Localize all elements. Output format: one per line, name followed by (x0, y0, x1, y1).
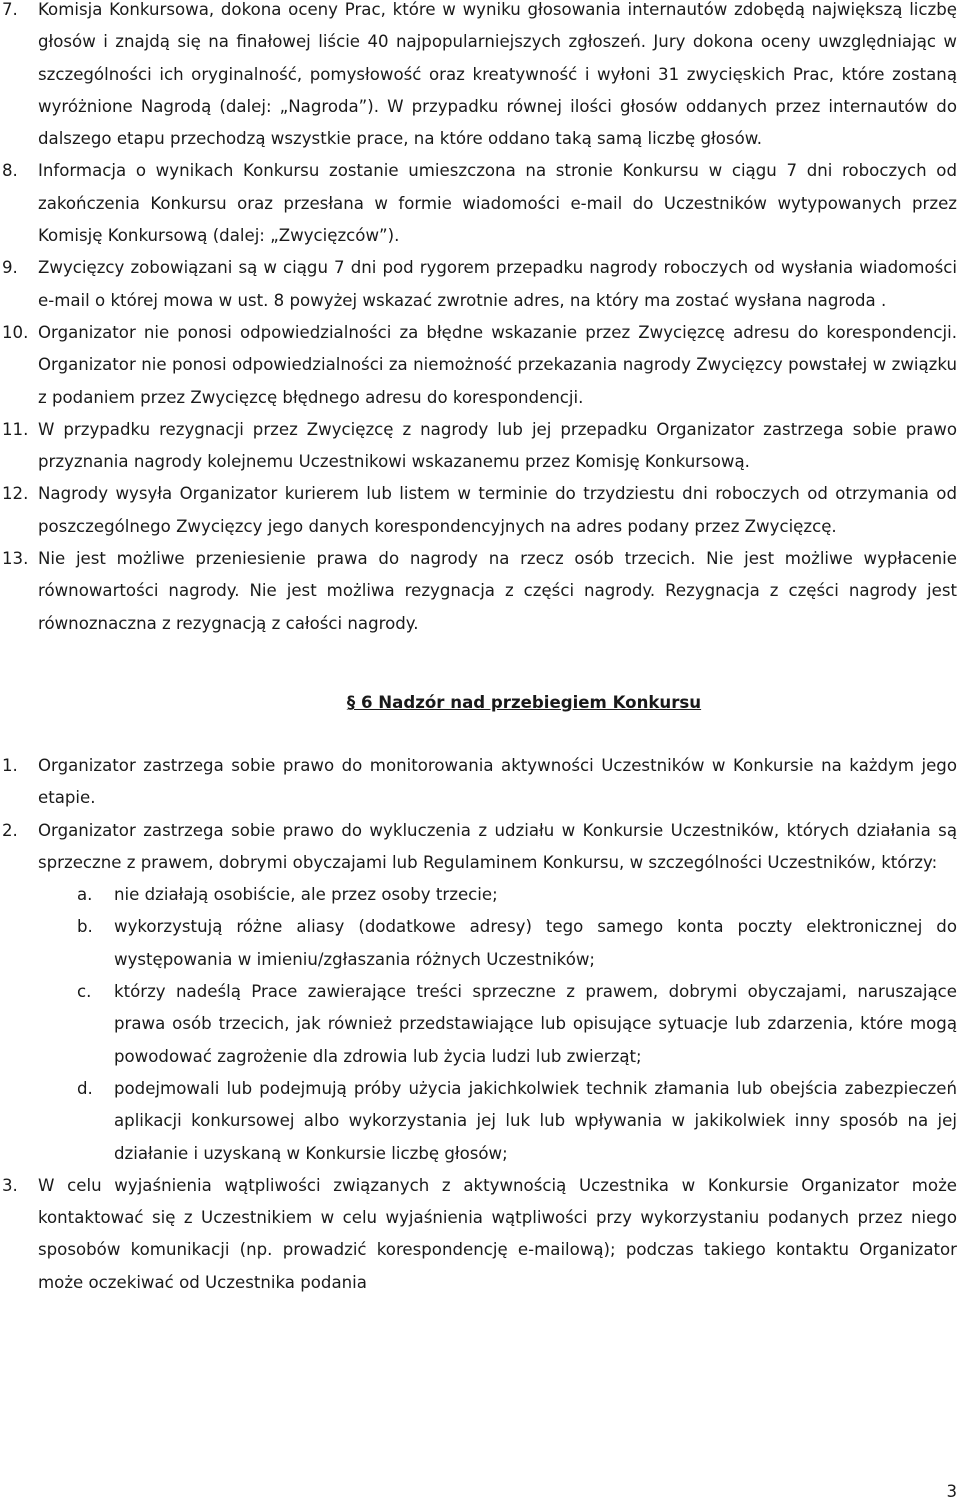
list-item (0, 543, 960, 640)
list-item (0, 252, 960, 317)
item-number: 11. (2, 419, 29, 439)
item-text: Komisja Konkursowa, dokona oceny Prac, które w wyniku głosowania internautów zdobędą największą liczbę głosów i znajdą się na finałowej liście 40 najpopularniejszych zgłoszeń. Jury dokona oceny uwzględniając w szczególności ich oryginalność, pomysłowość oraz kreatywność i wyłoni 31 zwycięskich Prac, które zostaną wyróżnione Nagrodą (dalej: „Nagroda”). W przypadku równej ilości głosów oddanych przez internautów do dalszego etapu przechodzą wszystkie prace, na które oddano taką samą liczbę głosów. (38, 0, 957, 149)
list-item (0, 750, 960, 815)
page-number: 3 (946, 1482, 957, 1501)
item-number: 13. (2, 549, 29, 569)
item-text: W celu wyjaśnienia wątpliwości związanych z aktywnością Uczestnika w Konkursie Organizator może kontaktować się z Uczestnikiem w celu wyjaśnienia wątpliwości przy wykorzystaniu podanych przez niego sposobów komunikacji (np. prowadzić korespondencję e-mailową); podczas takiego kontaktu Organizator może oczekiwać od Uczestnika podania (38, 1175, 957, 1292)
item-number: 10. (2, 322, 29, 342)
item-number: 9. (2, 258, 18, 278)
sub-list-item (0, 1073, 960, 1170)
sub-list-item (0, 911, 960, 976)
item-text: Organizator zastrzega sobie prawo do wykluczenia z udziału w Konkursie Uczestników, których działania są sprzeczne z prawem, dobrymi obyczajami lub Regulaminem Konkursu, w szczególności Uczestników, którzy: (38, 820, 957, 872)
list-item (0, 478, 960, 543)
sub-item-text: wykorzystują różne aliasy (dodatkowe adresy) tego samego konta poczty elektronicznej do występowania w imieniu/zgłaszania różnych Uczestników; (114, 917, 957, 969)
section-heading: § 6 Nadzór nad przebiegiem Konkursu (346, 692, 702, 712)
list-item (0, 414, 960, 479)
item-text: Nie jest możliwe przeniesienie prawa do nagrody na rzecz osób trzecich. Nie jest możliwe wypłacenie równowartości nagrody. Nie jest możliwa rezygnacja z części nagrody. Rezygnacja z części nagrody jest równoznaczna z rezygnacją z całości nagrody. (38, 549, 957, 633)
sub-item-letter: d. (77, 1078, 93, 1098)
sub-item-text: którzy nadeślą Prace zawierające treści sprzeczne z prawem, dobrymi obyczajami, naruszające prawa osób trzecich, jak również przedstawiające lub opisujące sytuacje lub zdarzenia, które mogą powodować zagrożenie dla zdrowia lub życia ludzi lub zwierząt; (114, 982, 957, 1066)
item-text: Nagrody wysyła Organizator kurierem lub listem w terminie do trzydziestu dni roboczych od otrzymania od poszczególnego Zwycięzcy jego danych korespondencyjnych na adres podany przez Zwycięzcę. (38, 484, 957, 536)
item-text: W przypadku rezygnacji przez Zwycięzcę z nagrody lub jej przepadku Organizator zastrzega sobie prawo przyznania nagrody kolejnemu Uczestnikowi wskazanemu przez Komisję Konkursową. (38, 419, 957, 472)
sub-list-item (0, 976, 960, 1073)
item-number: 12. (2, 484, 29, 504)
list-item (0, 155, 960, 252)
list-item (0, 1170, 960, 1299)
sub-item-letter: c. (77, 982, 92, 1002)
item-number: 2. (2, 820, 18, 840)
sub-item-text: podejmowali lub podejmują próby użycia jakichkolwiek technik złamania lub obejścia zabezpieczeń aplikacji konkursowej albo wykorzystania jej luk lub wpływania w jakikolwiek inny sposób na jej działanie i uzyskaną w Konkursie liczbę głosów; (114, 1078, 957, 1163)
item-number: 3. (2, 1175, 18, 1195)
sub-item-letter: b. (77, 917, 93, 937)
item-number: 7. (2, 0, 18, 19)
item-number: 1. (2, 755, 18, 775)
list-item (0, 0, 960, 155)
list-item (0, 317, 960, 414)
item-text: Organizator zastrzega sobie prawo do monitorowania aktywności Uczestników w Konkursie na każdym jego etapie. (38, 755, 957, 808)
item-text: Informacja o wynikach Konkursu zostanie umieszczona na stronie Konkursu w ciągu 7 dni roboczych od zakończenia Konkursu oraz przesłana w formie wiadomości e-mail do Uczestników wytypowanych przez Komisję Konkursową (dalej: „Zwycięzców”). (38, 161, 957, 246)
item-number: 8. (2, 161, 18, 181)
list-item (0, 815, 960, 880)
sub-item-text: nie działają osobiście, ale przez osoby trzecie; (114, 885, 498, 905)
sub-list-item (0, 879, 960, 911)
item-text: Organizator nie ponosi odpowiedzialności za błędne wskazanie przez Zwycięzcę adresu do korespondencji. Organizator nie ponosi odpowiedzialności za niemożność przekazania nagrody Zwycięzcy powstałej w związku z podaniem przez Zwycięzcę błędnego adresu do korespondencji. (38, 322, 957, 407)
item-text: Zwycięzcy zobowiązani są w ciągu 7 dni pod rygorem przepadku nagrody roboczych od wysłania wiadomości e-mail o której mowa w ust. 8 powyżej wskazać zwrotnie adres, na który ma zostać wysłana nagroda . (38, 258, 957, 310)
sub-item-letter: a. (77, 885, 93, 905)
